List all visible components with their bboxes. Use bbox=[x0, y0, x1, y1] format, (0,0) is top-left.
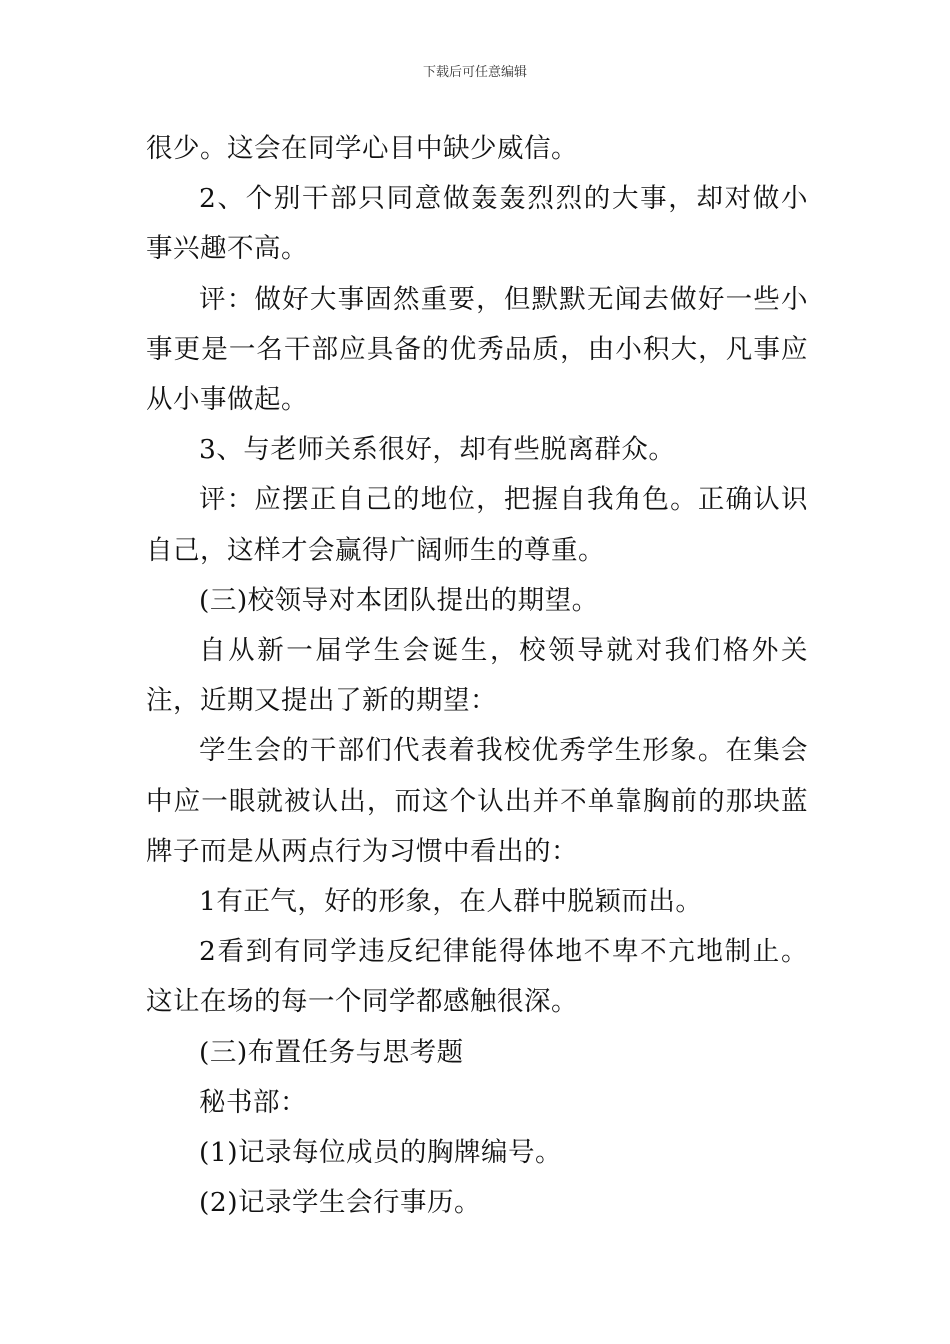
paragraph: 评：应摆正自己的地位，把握自我角色。正确认识自己，这样才会赢得广阔师生的尊重。 bbox=[146, 484, 808, 566]
paragraph: 3、与老师关系很好，却有些脱离群众。 bbox=[199, 434, 676, 466]
list-item: 2看到有同学违反纪律能得体地不卑不亢地制止。这让在场的每一个同学都感触很深。 bbox=[146, 936, 808, 1018]
paragraph: 自从新一届学生会诞生，校领导就对我们格外关注，近期又提出了新的期望： bbox=[146, 635, 808, 717]
list-item: (2)记录学生会行事历。 bbox=[199, 1187, 482, 1219]
page-header-note: 下载后可任意编辑 bbox=[422, 65, 527, 80]
paragraph: 学生会的干部们代表着我校优秀学生形象。在集会中应一眼就被认出，而这个认出并不单靠胸前的那块蓝牌子而是从两点行为习惯中看出的： bbox=[146, 735, 808, 867]
paragraph: 评：做好大事固然重要，但默默无闻去做好一些小事更是一名干部应具备的优秀品质，由小积大，凡事应从小事做起。 bbox=[146, 283, 808, 416]
section-heading: (三)校领导对本团队提出的期望。 bbox=[199, 584, 599, 616]
document-body bbox=[146, 124, 808, 1228]
list-item: (1)记录每位成员的胸牌编号。 bbox=[199, 1137, 563, 1169]
paragraph: 秘书部： bbox=[199, 1086, 307, 1118]
list-item: 1有正气，好的形象，在人群中脱颖而出。 bbox=[199, 886, 703, 918]
section-heading: (三)布置任务与思考题 bbox=[199, 1036, 464, 1068]
paragraph: 2、个别干部只同意做轰轰烈烈的大事，却对做小事兴趣不高。 bbox=[146, 183, 808, 265]
paragraph: 很少。这会在同学心目中缺少威信。 bbox=[146, 133, 578, 164]
